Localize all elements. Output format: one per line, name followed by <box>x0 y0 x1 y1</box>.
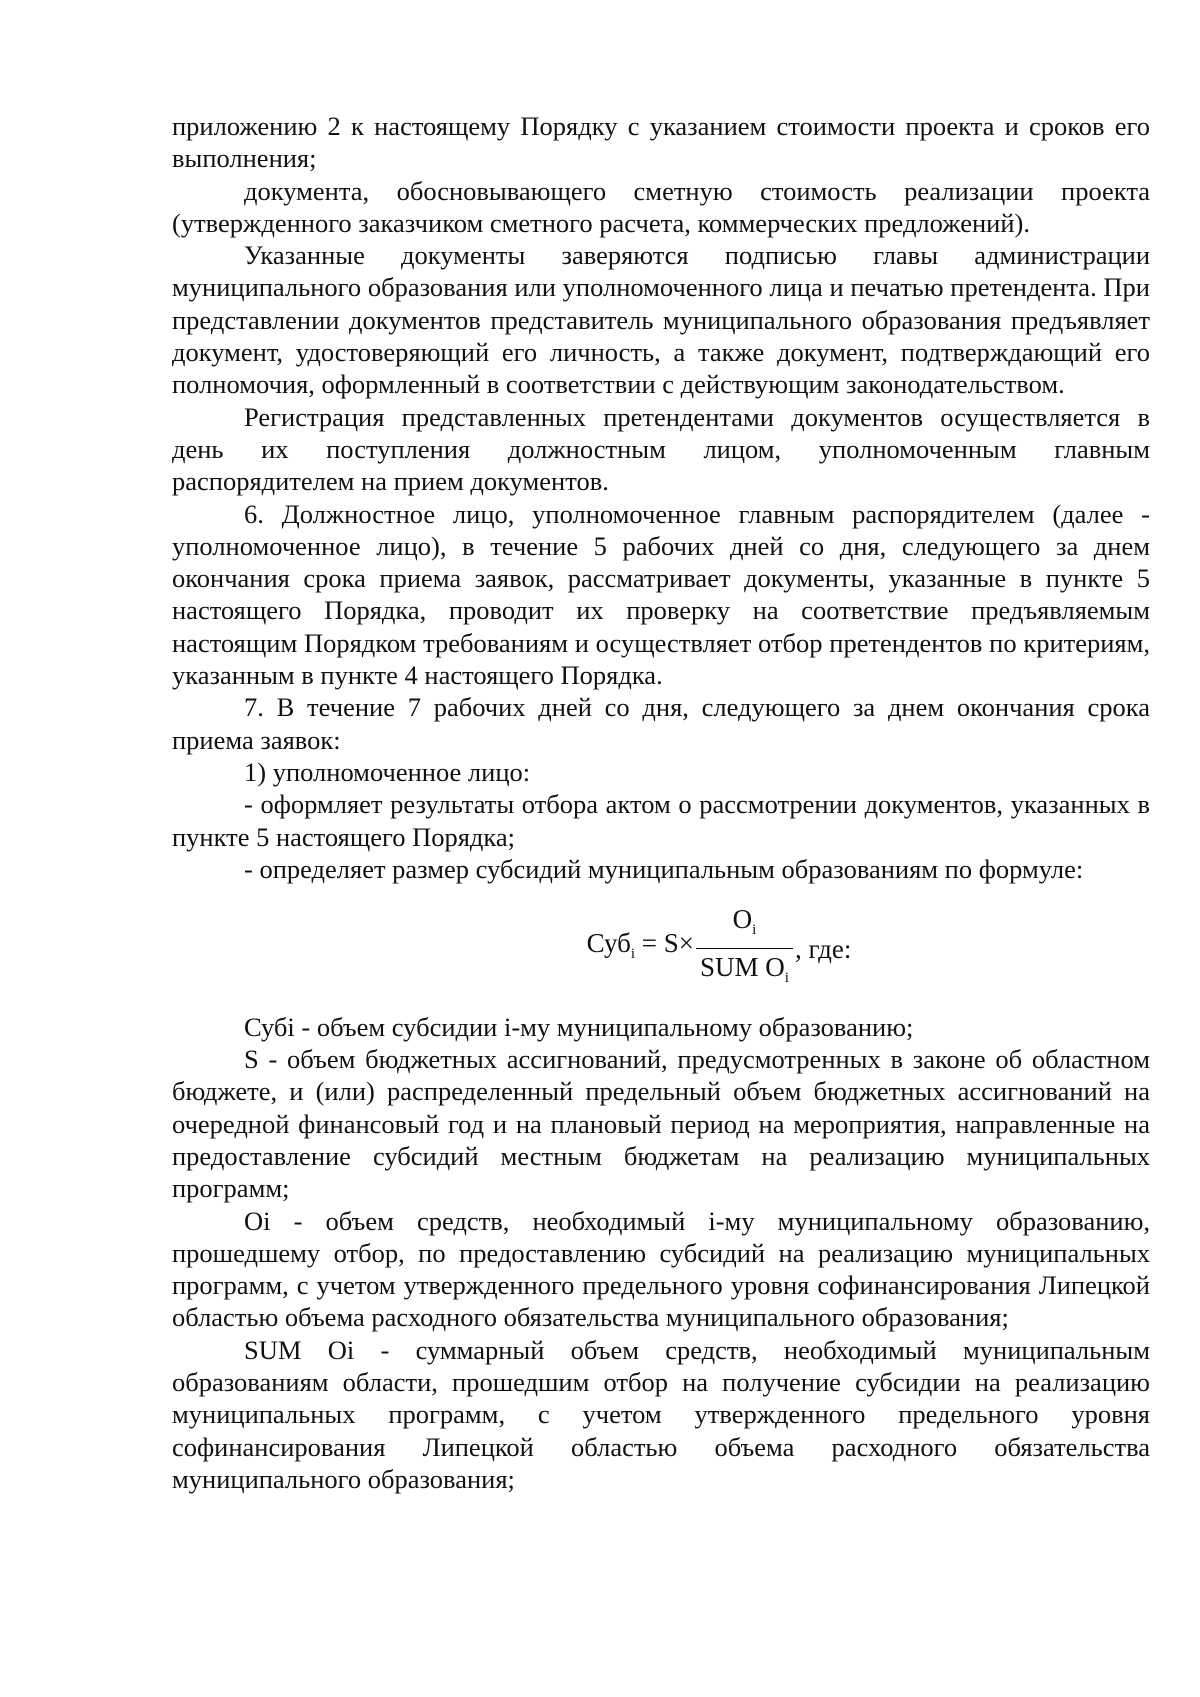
formula-lhs <box>587 927 694 970</box>
paragraph: документа, обосновывающего сметную стоимость реализации проекта (утвержденного заказчиком сметного расчета, коммерческих предложений). <box>172 175 1150 238</box>
document-body <box>172 110 1150 1495</box>
formula-fraction <box>696 903 793 995</box>
paragraph-subitem-1: 1) уполномоченное лицо: <box>244 756 531 787</box>
formula-denominator <box>696 949 793 994</box>
formula-numerator-subscript: i <box>752 922 757 939</box>
formula-lhs-text: Суб <box>586 928 631 959</box>
paragraph-dash-item: - определяет размер субсидий муниципальным образованиям по формуле: <box>244 853 1084 884</box>
definition-oi: Oi - объем средств, необходимый i-му муниципальному образованию, прошедшему отбор, по предоставлению субсидий на реализацию муниципальных программ, с учетом утвержденного предельного уровня софинансирования Липецкой областью объема расходного обязательства муниципального образования; <box>172 1205 1150 1333</box>
formula-numerator <box>727 903 763 948</box>
formula-suffix: , где: <box>794 933 852 964</box>
formula-denominator-subscript: i <box>784 970 789 987</box>
formula-numerator-text: O <box>732 904 753 935</box>
formula-lhs-subscript: i <box>630 946 635 963</box>
paragraph-item-7: 7. В течение 7 рабочих дней со дня, следующего за днем окончания срока приема заявок: <box>172 692 1150 755</box>
definition-sum-oi: SUM Oi - суммарный объем средств, необходимый муниципальным образованиям области, прошедшим отбор на получение субсидии на реализацию муниципальных программ, с учетом утвержденного предельного уровня софинансирования Липецкой областью объема расходного обязательства муниципального образования; <box>172 1334 1150 1494</box>
paragraph: Регистрация представленных претендентами документов осуществляется в день их поступления должностным лицом, уполномоченным главным распорядителем на прием документов. <box>172 401 1150 497</box>
definition-sub-i: Субi - объем субсидии i-му муниципальному образованию; <box>244 1011 914 1042</box>
formula-operator: = S× <box>635 928 694 959</box>
paragraph-item-6: 6. Должностное лицо, уполномоченное главным распорядителем (далее - уполномоченное лицо), в течение 5 рабочих дней со дня, следующего за днем окончания срока приема заявок, рассматривает документы, указанные в пункте 5 настоящего Порядка, проводит их проверку на соответствие предъявляемым настоящим Порядком требованиям и осуществляет отбор претендентов по критериям, указанным в пункте 4 настоящего Порядка. <box>172 498 1150 691</box>
subsidy-formula <box>172 903 1150 995</box>
formula-denominator-text: SUM O <box>699 952 785 983</box>
paragraph: Указанные документы заверяются подписью главы администрации муниципального образования или уполномоченного лица и печатью претендента. При представлении документов представитель муниципального образования предъявляет документ, удостоверяющий его личность, а также документ, подтверждающий его полномочия, оформленный в соответствии с действующим законодательством. <box>172 240 1150 400</box>
paragraph: приложению 2 к настоящему Порядку с указанием стоимости проекта и сроков его выполнения; <box>172 111 1150 174</box>
paragraph-dash-item: - оформляет результаты отбора актом о рассмотрении документов, указанных в пункте 5 настоящего Порядка; <box>172 789 1150 852</box>
definition-s: S - объем бюджетных ассигнований, предусмотренных в законе об областном бюджете, и (или) распределенный предельный объем бюджетных ассигнований на очередной финансовый год и на плановый период на мероприятия, направленные на предоставление субсидий местным бюджетам на реализацию муниципальных программ; <box>172 1044 1150 1204</box>
